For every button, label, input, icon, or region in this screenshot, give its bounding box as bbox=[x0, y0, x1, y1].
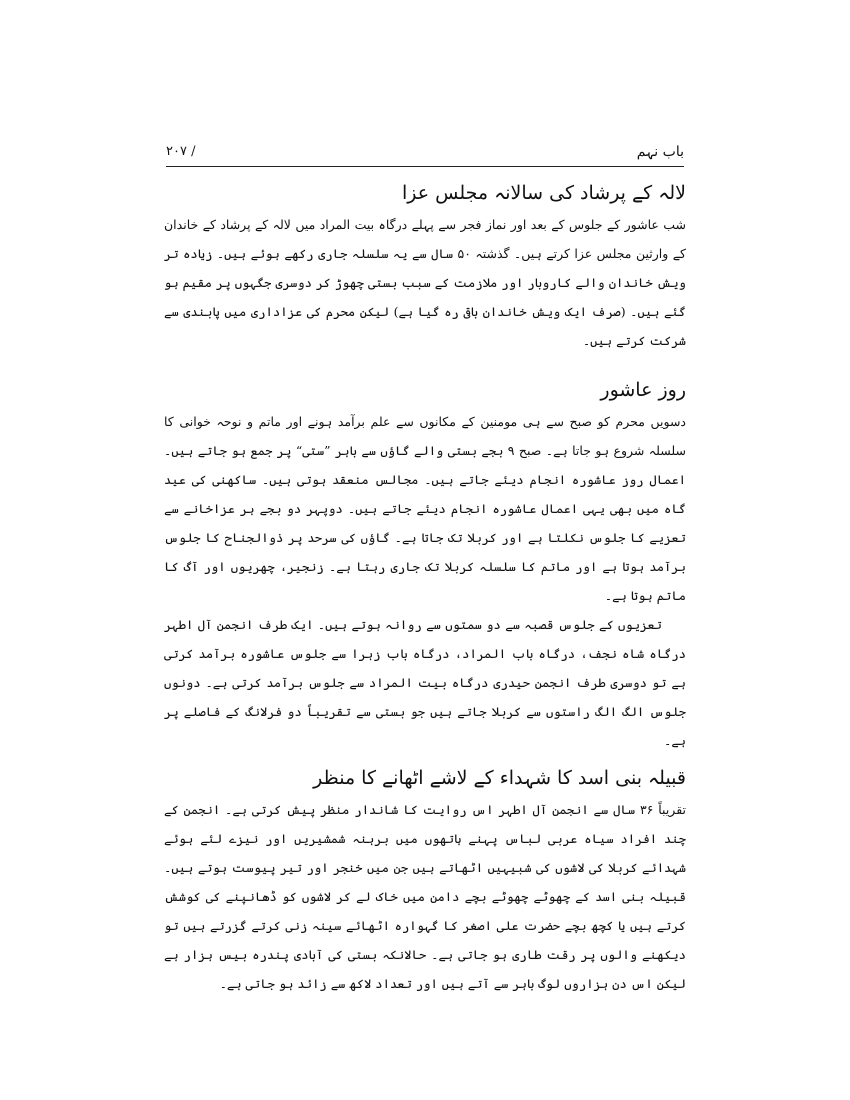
paragraph: دسویں محرم کو صبح سے ہی مومنین کے مکانوں سے علم برآمد ہونے اور ماتم و نوحہ خوانی کا سلسلہ شروع ہو جاتا ہے۔ صبح ۹ بجے بستی والے گاؤں سے باہر ”ستی“ پر جمع ہو جاتے ہیں۔ اعمال روز عاشورہ انجام دیئے جاتے ہیں۔ مجالس منعقد ہوتی ہیں۔ ساکھنی کی عید گاہ میں بھی یہی اعمال عاشورہ انجام دیئے جاتے ہیں۔ دوپہر دو بجے ہر عزاخانے سے تعزیے کا جلوس نکلتا ہے اور کربلا تک جاتا ہے۔ گاؤں کی سرحد پر ذوالجناح کا جلوس برآمد ہوتا ہے اور ماتم کا سلسلہ کربلا تک جاری رہتا ہے۔ زنجیر، چھریوں اور آگ کا ماتم ہوتا ہے۔ bbox=[164, 414, 686, 603]
paragraph: تعزیوں کے جلوس قصبہ سے دو سمتوں سے روانہ ہوتے ہیں۔ ایک طرف انجمن آل اطہر درگاہ شاہ نجف، درگاہ باب المراد، درگاہ باب زہرا سے جلوس عاشورہ برآمد کرتی ہے تو دوسری طرف انجمن حیدری درگاہ بیت المراد سے جلوس برآمد کرتی ہے۔ دونوں جلوس الگ الگ راستوں سے کربلا جاتے ہیں جو بستی سے تقریباً دو فرلانگ کے فاصلے پر ہے۔ bbox=[164, 617, 686, 748]
section-title-roz-ashoor: روز عاشور bbox=[600, 379, 686, 401]
body-content bbox=[164, 172, 686, 998]
paragraph: تقریباً ۳۶ سال سے انجمن آل اطہر اس روایت کا شاندار منظر پیش کرتی ہے۔ انجمن کے چند افراد سیاہ عربی لباس پہنے ہاتھوں میں برہنہ شمشیریں اور نیزے لئے ہوئے شہدائے کربلا کی لاشوں کی شبیہیں اٹھاتے ہیں جن میں خنجر اور تیر پیوست ہوتے ہیں۔ قبیلہ بنی اسد کے چھوٹے چھوٹے بچے دامن میں خاک لے کر لاشوں کو ڈھانپنے کی کوشش کرتے ہیں یا کچھ بچے حضرت علی اصغر کا گہوارہ اٹھائے سینہ زنی کرتے گزرتے ہیں تو دیکھنے والوں پر رقت طاری ہو جاتی ہے۔ حالانکہ بستی کی آبادی پندرہ بیس ہزار ہے لیکن اس دن ہزاروں لوگ باہر سے آتے ہیں اور تعداد لاکھ سے زائد ہو جاتی ہے۔ bbox=[164, 802, 687, 991]
running-header bbox=[166, 140, 684, 167]
section-spacer bbox=[164, 355, 686, 367]
section-title-bani-asad: قبیلہ بنی اسد کا شہداء کے لاشے اٹھانے کا منظر bbox=[313, 767, 686, 789]
page-number: ۲۰۷ / bbox=[166, 144, 196, 159]
section-title-lala-majlis: لالہ کے پرشاد کی سالانہ مجلس عزا bbox=[401, 182, 686, 204]
paragraph: شب عاشور کے جلوس کے بعد اور نماز فجر سے پہلے درگاہ بیت المراد میں لالہ کے پرشاد کے خاندان کے وارثین مجلس عزا کرتے ہیں۔ گذشتہ ۵۰ سال سے یہ سلسلہ جاری رکھے ہوئے ہیں۔ زیادہ تر ویش خاندان والے کاروبار اور ملازمت کے سبب بستی چھوڑ کر دوسری جگہوں پر مقیم ہو گئے ہیں۔ (صرف ایک ویش خاندان باقی رہ گیا ہے) لیکن محرم کی عزاداری میں پابندی سے شرکت کرتے ہیں۔ bbox=[164, 217, 686, 348]
chapter-label: باب نہم bbox=[636, 144, 684, 160]
